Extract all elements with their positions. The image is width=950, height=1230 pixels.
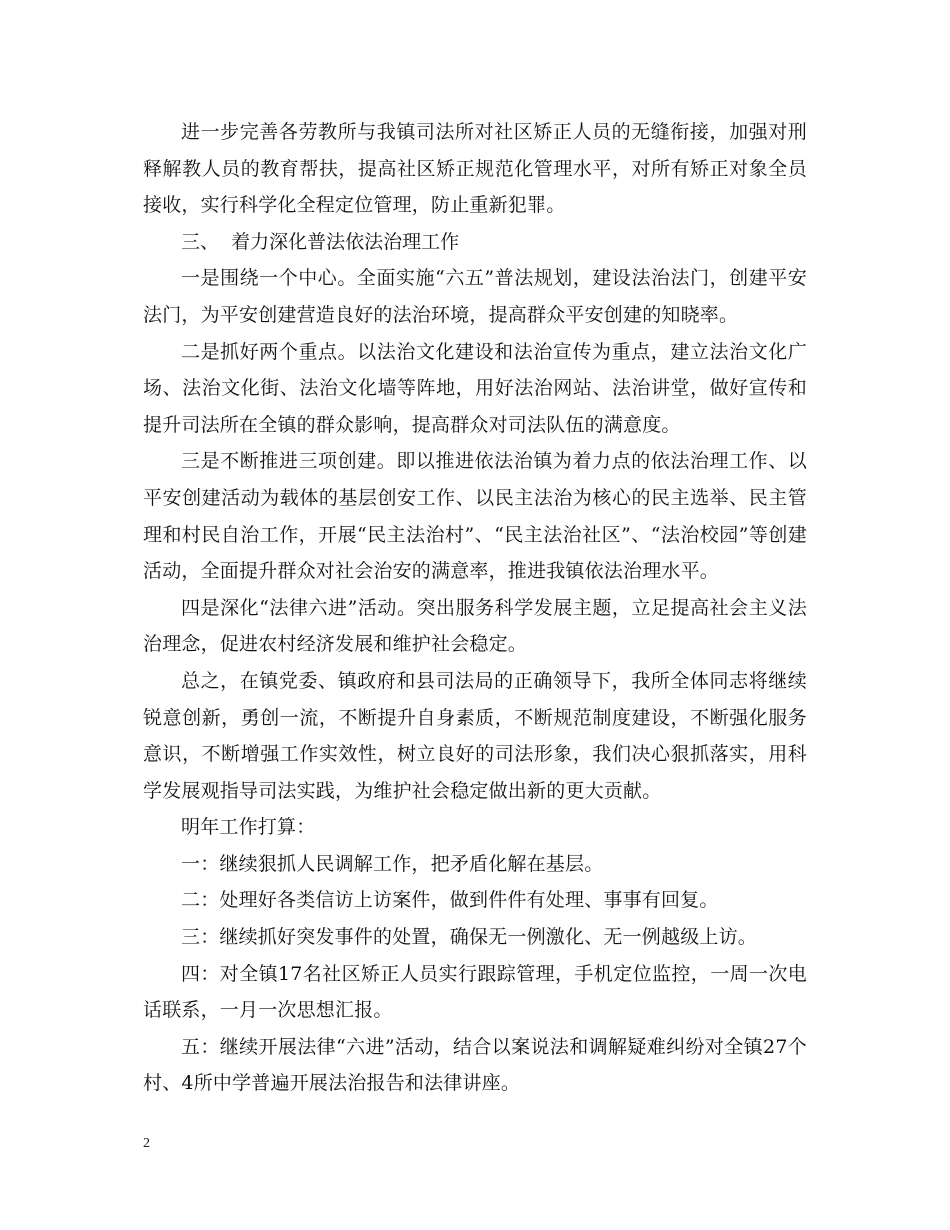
section-heading-legal-governance: 三、 着力深化普法依法治理工作 [181, 230, 460, 253]
paragraph-three-creations: 三是不断推进三项创建。即以推进依法治镇为着力点的依法治理工作、以平安创建活动为载体的基层创安工作、以民主法治为核心的民主选举、民主管理和村民自治工作，开展“民主法治村”、“民主法治社区”、“法治校园”等创建活动，全面提升群众对社会治安的满意率，推进我镇依法治理水平。 [143, 450, 807, 583]
paragraph-law-six-entries: 四是深化“法律六进”活动。突出服务科学发展主题，立足提高社会主义法治理念，促进农村经济发展和维护社会稳定。 [143, 596, 807, 656]
plan-item-5: 五：继续开展法律“六进”活动，结合以案说法和调解疑难纠纷对全镇27个村、4所中学普遍开展法治报告和法律讲座。 [143, 1035, 807, 1095]
plan-item-3: 三：继续抓好突发事件的处置，确保无一例激化、无一例越级上访。 [181, 926, 758, 949]
paragraph-two-focus-points: 二是抓好两个重点。以法治文化建设和法治宣传为重点，建立法治文化广场、法治文化街、法治文化墙等阵地，用好法治网站、法治讲堂，做好宣传和提升司法所在全镇的群众影响，提高群众对司法队伍的满意度。 [143, 340, 807, 436]
document-body [143, 114, 807, 1102]
plan-item-2: 二：处理好各类信访上访案件，做到件件有处理、事事有回复。 [181, 889, 719, 912]
paragraph-conclusion: 总之，在镇党委、镇政府和县司法局的正确领导下，我所全体同志将继续锐意创新，勇创一流，不断提升自身素质，不断规范制度建设，不断强化服务意识，不断增强工作实效性，树立良好的司法形象，我们决心狠抓落实，用科学发展观指导司法实践，为维护社会稳定做出新的更大贡献。 [143, 669, 807, 802]
paragraph-next-year-plan-title: 明年工作打算： [181, 816, 316, 839]
plan-item-1: 一：继续狠抓人民调解工作，把矛盾化解在基层。 [181, 852, 604, 875]
page-number: 2 [143, 1136, 150, 1151]
plan-item-4: 四：对全镇17名社区矫正人员实行跟踪管理，手机定位监控，一周一次电话联系，一月一次思想汇报。 [143, 962, 807, 1022]
paragraph-one-center: 一是围绕一个中心。全面实施“六五”普法规划，建设法治法门，创建平安法门，为平安创建营造良好的法治环境，提高群众平安创建的知晓率。 [143, 267, 807, 326]
paragraph-correction-connection: 进一步完善各劳教所与我镇司法所对社区矫正人员的无缝衔接，加强对刑释解教人员的教育帮扶，提高社区矫正规范化管理水平，对所有矫正对象全员接收，实行科学化全程定位管理，防止重新犯罪。 [143, 121, 807, 217]
